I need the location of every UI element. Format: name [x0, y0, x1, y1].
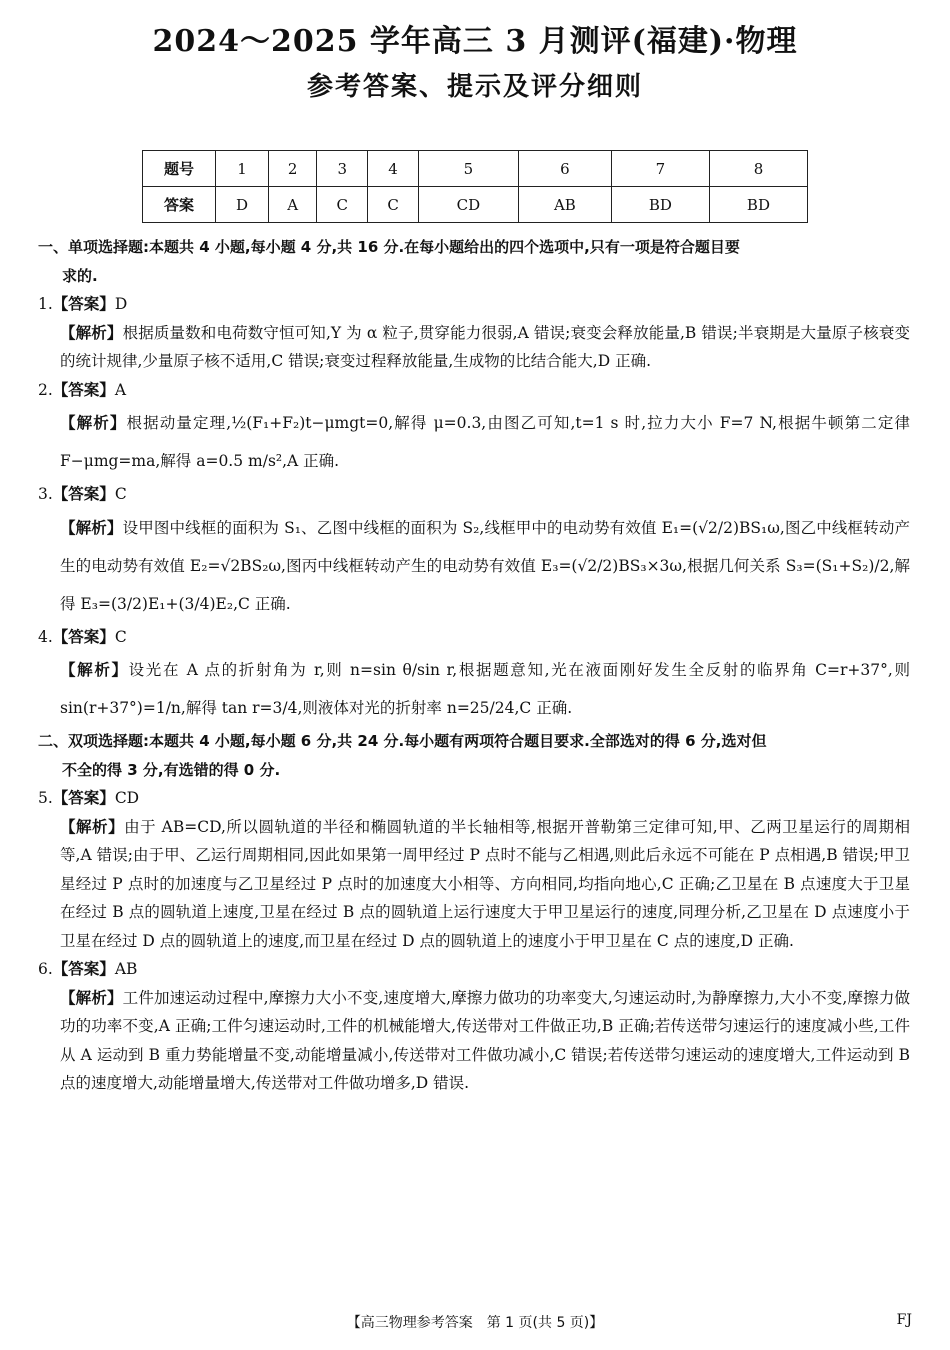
answer-cell: C	[317, 187, 368, 223]
analysis-paragraph	[38, 651, 910, 727]
region-code: FJ	[896, 1312, 912, 1328]
section-heading-line: 求的.	[62, 266, 98, 285]
answer-value: C	[114, 627, 127, 646]
answer-row	[143, 187, 808, 223]
question-number-cell: 3	[317, 151, 368, 187]
analysis-tag: 【解析】	[60, 518, 123, 537]
answer-table	[142, 150, 808, 223]
analysis-paragraph	[38, 813, 910, 956]
analysis-text: 工件加速运动过程中,摩擦力大小不变,速度增大,摩擦力做功的功率变大,匀速运动时,为静摩擦力,大小不变,摩擦力做功的功率不变,A 正确;工件匀速运动时,工件的机械能增大,传送带对工件做正功,B 正确;若传送带匀速运行的速度减小些,工件从 A 运动到 B 重力势能增量不变,动能增量减小,传送带对工件做功减小,C 错误;若传送带匀速运动的速度增大,工件运动到 B 点的速度增大,动能增量增大,传送带对工件做功增多,D 错误.	[60, 988, 910, 1092]
question-number-cell: 7	[611, 151, 709, 187]
section-heading-line: 二、双项选择题:本题共 4 小题,每小题 6 分,共 24 分.每小题有两项符合题目要求.全部选对的得 6 分,选对但	[38, 732, 767, 750]
question-number-cell: 2	[269, 151, 317, 187]
page-footer: 【高三物理参考答案 第 1 页(共 5 页)】	[346, 1315, 604, 1331]
question-number: 3.	[38, 485, 53, 503]
section-heading-double-choice	[38, 727, 910, 784]
answer-line	[38, 480, 910, 509]
analysis-text: 由于 AB=CD,所以圆轨道的半径和椭圆轨道的半长轴相等,根据开普勒第三定律可知,甲、乙两卫星运行的周期相等,A 错误;由于甲、乙运行周期相同,因此如果第一周甲经过 P 点时不能与乙相遇,则此后永远不可能在 P 点相遇,B 错误;甲卫星经过 P 点时的加速度与乙卫星经过 P 点时的加速度大小相等、方向相同,均指向地心,C 正确;乙卫星在 B 点速度大于卫星在经过 B 点的圆轨道上速度,卫星在经过 B 点的圆轨道上运行速度大于甲卫星运行的速度,同理分析,乙卫星在 D 点速度小于卫星在经过 D 点的圆轨道上的速度,而卫星在经过 D 点的圆轨道上的速度小于甲卫星在 C 点的速度,D 正确.	[60, 817, 910, 950]
analysis-text: 根据动量定理,½(F₁+F₂)t−μmgt=0,解得 μ=0.3,由图乙可知,t=1 s 时,拉力大小 F=7 N,根据牛顿第二定律 F−μmg=ma,解得 a=0.5 m/s²,A 正确.	[60, 414, 910, 470]
answer-cell: C	[368, 187, 419, 223]
page-title: 2024～2025 学年高三 3 月测评(福建)·物理	[152, 24, 798, 59]
answer-line	[38, 623, 910, 652]
answer-line	[38, 376, 910, 405]
question-number: 1.	[38, 295, 53, 313]
answer-tag: 【答案】	[52, 789, 115, 807]
answer-cell: A	[269, 187, 317, 223]
answer-cell: AB	[518, 187, 611, 223]
question-number: 6.	[38, 960, 53, 978]
analysis-text: 设光在 A 点的折射角为 r,则 n=sin θ/sin r,根据题意知,光在液面刚好发生全反射的临界角 C=r+37°,则 sin(r+37°)=1/n,解得 tan r=3/4,则液体对光的折射率 n=25/24,C 正确.	[60, 661, 910, 717]
answer-value: CD	[114, 789, 140, 807]
question-number: 2.	[38, 380, 53, 399]
analysis-paragraph	[38, 404, 910, 480]
analysis-tag: 【解析】	[60, 988, 123, 1007]
row-label-number: 题号	[143, 151, 216, 187]
answer-tag: 【答案】	[52, 627, 115, 646]
answer-value: D	[114, 295, 128, 313]
analysis-tag: 【解析】	[60, 817, 125, 836]
question-number-row	[143, 151, 808, 187]
analysis-text: 根据质量数和电荷数守恒可知,Y 为 α 粒子,贯穿能力很弱,A 错误;衰变会释放能量,B 错误;半衰期是大量原子核衰变的统计规律,少量原子核不适用,C 错误;衰变过程释放能量,生成物的比结合能大,D 正确.	[60, 323, 910, 370]
question-block-3	[38, 480, 910, 623]
question-block-5	[38, 784, 910, 955]
answer-tag: 【答案】	[52, 380, 115, 399]
question-number-cell: 5	[418, 151, 518, 187]
answer-tag: 【答案】	[52, 295, 115, 313]
question-block-4	[38, 623, 910, 728]
answer-value: AB	[114, 960, 138, 978]
section-heading-line: 一、单项选择题:本题共 4 小题,每小题 4 分,共 16 分.在每小题给出的四个选项中,只有一项是符合题目要	[38, 238, 740, 256]
answer-line	[38, 955, 910, 984]
question-number-cell: 4	[368, 151, 419, 187]
answer-value: C	[114, 485, 127, 503]
question-block-1	[38, 290, 910, 376]
question-block-2	[38, 376, 910, 481]
answer-cell: D	[216, 187, 269, 223]
section-heading-single-choice	[38, 233, 910, 290]
answer-tag: 【答案】	[52, 960, 115, 978]
question-number-cell: 8	[709, 151, 807, 187]
analysis-tag: 【解析】	[60, 323, 123, 342]
analysis-paragraph	[38, 319, 910, 376]
question-block-6	[38, 955, 910, 1098]
analysis-paragraph	[38, 984, 910, 1098]
solutions-body	[38, 233, 910, 1098]
section-heading-line: 不全的得 3 分,有选错的得 0 分.	[62, 760, 281, 779]
answer-cell: BD	[611, 187, 709, 223]
row-label-answer: 答案	[143, 187, 216, 223]
analysis-tag: 【解析】	[60, 414, 127, 432]
question-number-cell: 1	[216, 151, 269, 187]
question-number-cell: 6	[518, 151, 611, 187]
analysis-tag: 【解析】	[60, 661, 129, 679]
analysis-text: 设甲图中线框的面积为 S₁、乙图中线框的面积为 S₂,线框甲中的电动势有效值 E₁=(√2/2)BS₁ω,图乙中线框转动产生的电动势有效值 E₂=√2BS₂ω,图丙中线框转动产生的电动势有效值 E₃=(√2/2)BS₃×3ω,根据几何关系 S₃=(S₁+S₂)/2,解得 E₃=(3/2)E₁+(3/4)E₂,C 正确.	[60, 518, 910, 613]
answer-value: A	[114, 380, 127, 399]
question-number: 5.	[38, 789, 53, 807]
answer-cell: CD	[418, 187, 518, 223]
answer-line	[38, 290, 910, 319]
answer-cell: BD	[709, 187, 807, 223]
answer-tag: 【答案】	[52, 485, 115, 503]
question-number: 4.	[38, 627, 53, 646]
page-subtitle: 参考答案、提示及评分细则	[306, 72, 643, 102]
analysis-paragraph	[38, 509, 910, 623]
answer-line	[38, 784, 910, 813]
